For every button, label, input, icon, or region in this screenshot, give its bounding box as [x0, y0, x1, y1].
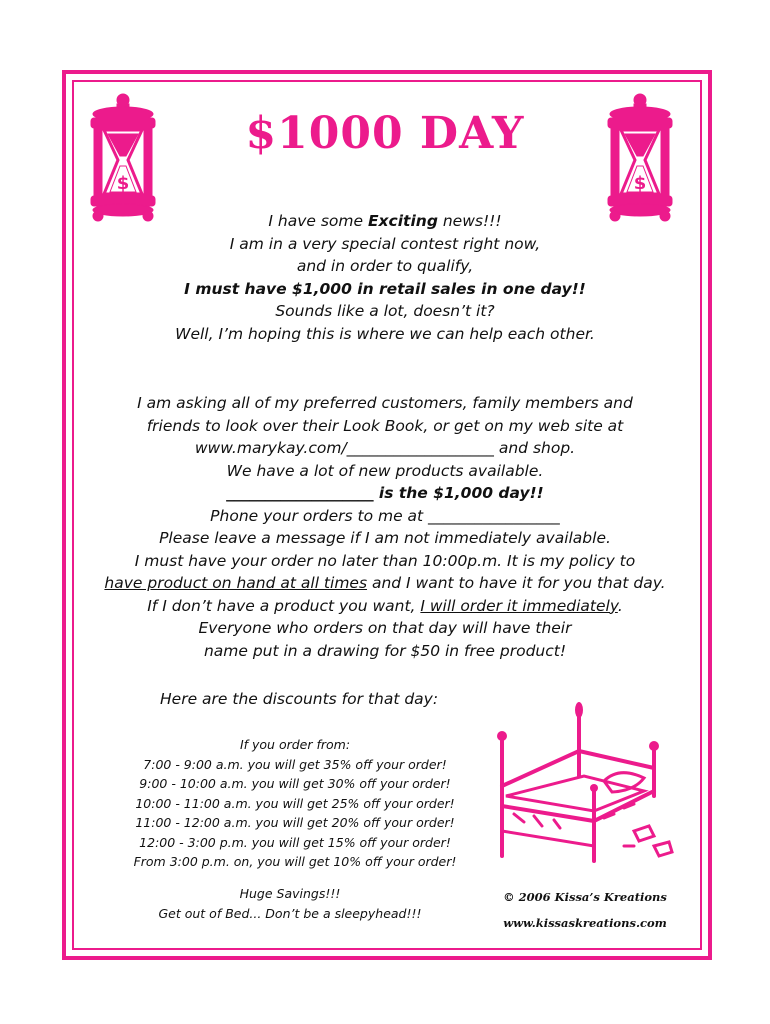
main-line-8: I must have your order no later than 10:00p.m. It is my policy to: [134, 551, 636, 570]
footer-line-2: Get out of Bed... Don’t be a sleepyhead!!!: [158, 906, 422, 921]
svg-text:$: $: [633, 173, 647, 194]
main-line-9: have product on hand at all times and I want to have it for you that day.: [104, 574, 666, 592]
discounts-list: [100, 735, 490, 872]
page-title: $1000 DAY: [245, 108, 525, 159]
intro-paragraph: [90, 210, 680, 345]
main-line-5: ___________________ is the $1,000 day!!: [226, 484, 544, 502]
main-line-6: Phone your orders to me at _________________: [210, 506, 560, 525]
discount-item: 11:00 - 12:00 a.m. you will get 20% off your order!: [135, 815, 455, 830]
copyright-text: © 2006 Kissa’s Kreations: [503, 890, 667, 904]
main-line-7: Please leave a message if I am not immediately available.: [159, 529, 611, 547]
discount-item: 7:00 - 9:00 a.m. you will get 35% off your order!: [143, 756, 447, 772]
intro-line-4: I must have $1,000 in retail sales in one day!!: [184, 279, 586, 298]
main-line-3: www.marykay.com/___________________ and shop.: [194, 439, 576, 457]
main-line-12: name put in a drawing for $50 in free product!: [203, 641, 567, 660]
main-line-1: I am asking all of my preferred customers, family members and: [137, 394, 633, 412]
website-link[interactable]: www.kissaskreations.com: [503, 916, 667, 930]
discounts-subheading: If you order from:: [239, 737, 351, 752]
hourglass-icon: [605, 92, 675, 222]
hourglass-icon: [88, 92, 158, 222]
main-line-11: Everyone who orders on that day will have their: [198, 619, 572, 637]
main-line-4: We have a lot of new products available.: [226, 461, 544, 480]
footer-line-1: Huge Savings!!!: [239, 886, 341, 901]
intro-line-6: Well, I’m hoping this is where we can help each other.: [175, 324, 595, 343]
main-paragraph: [90, 392, 680, 662]
main-line-10: If I don’t have a product you want, I will order it immediately.: [147, 596, 623, 615]
svg-text:$: $: [116, 173, 130, 194]
discounts-heading: Here are the discounts for that day:: [160, 690, 439, 708]
footer-text: [120, 884, 460, 924]
intro-line-2: I am in a very special contest right now,: [229, 234, 541, 253]
discount-item: From 3:00 p.m. on, you will get 10% off your order!: [133, 854, 457, 869]
main-line-2: friends to look over their Look Book, or get on my web site at: [146, 416, 624, 435]
bed-icon: [494, 696, 684, 866]
intro-line-3: and in order to qualify,: [296, 257, 474, 275]
discount-item: 9:00 - 10:00 a.m. you will get 30% off your order!: [139, 776, 451, 791]
discount-item: 12:00 - 3:00 p.m. you will get 15% off your order!: [139, 834, 451, 850]
intro-line-5: Sounds like a lot, doesn’t it?: [275, 302, 495, 320]
intro-line-1: I have some Exciting news!!!: [268, 212, 502, 230]
credit-block: [495, 884, 675, 936]
discount-item: 10:00 - 11:00 a.m. you will get 25% off your order!: [135, 795, 455, 811]
